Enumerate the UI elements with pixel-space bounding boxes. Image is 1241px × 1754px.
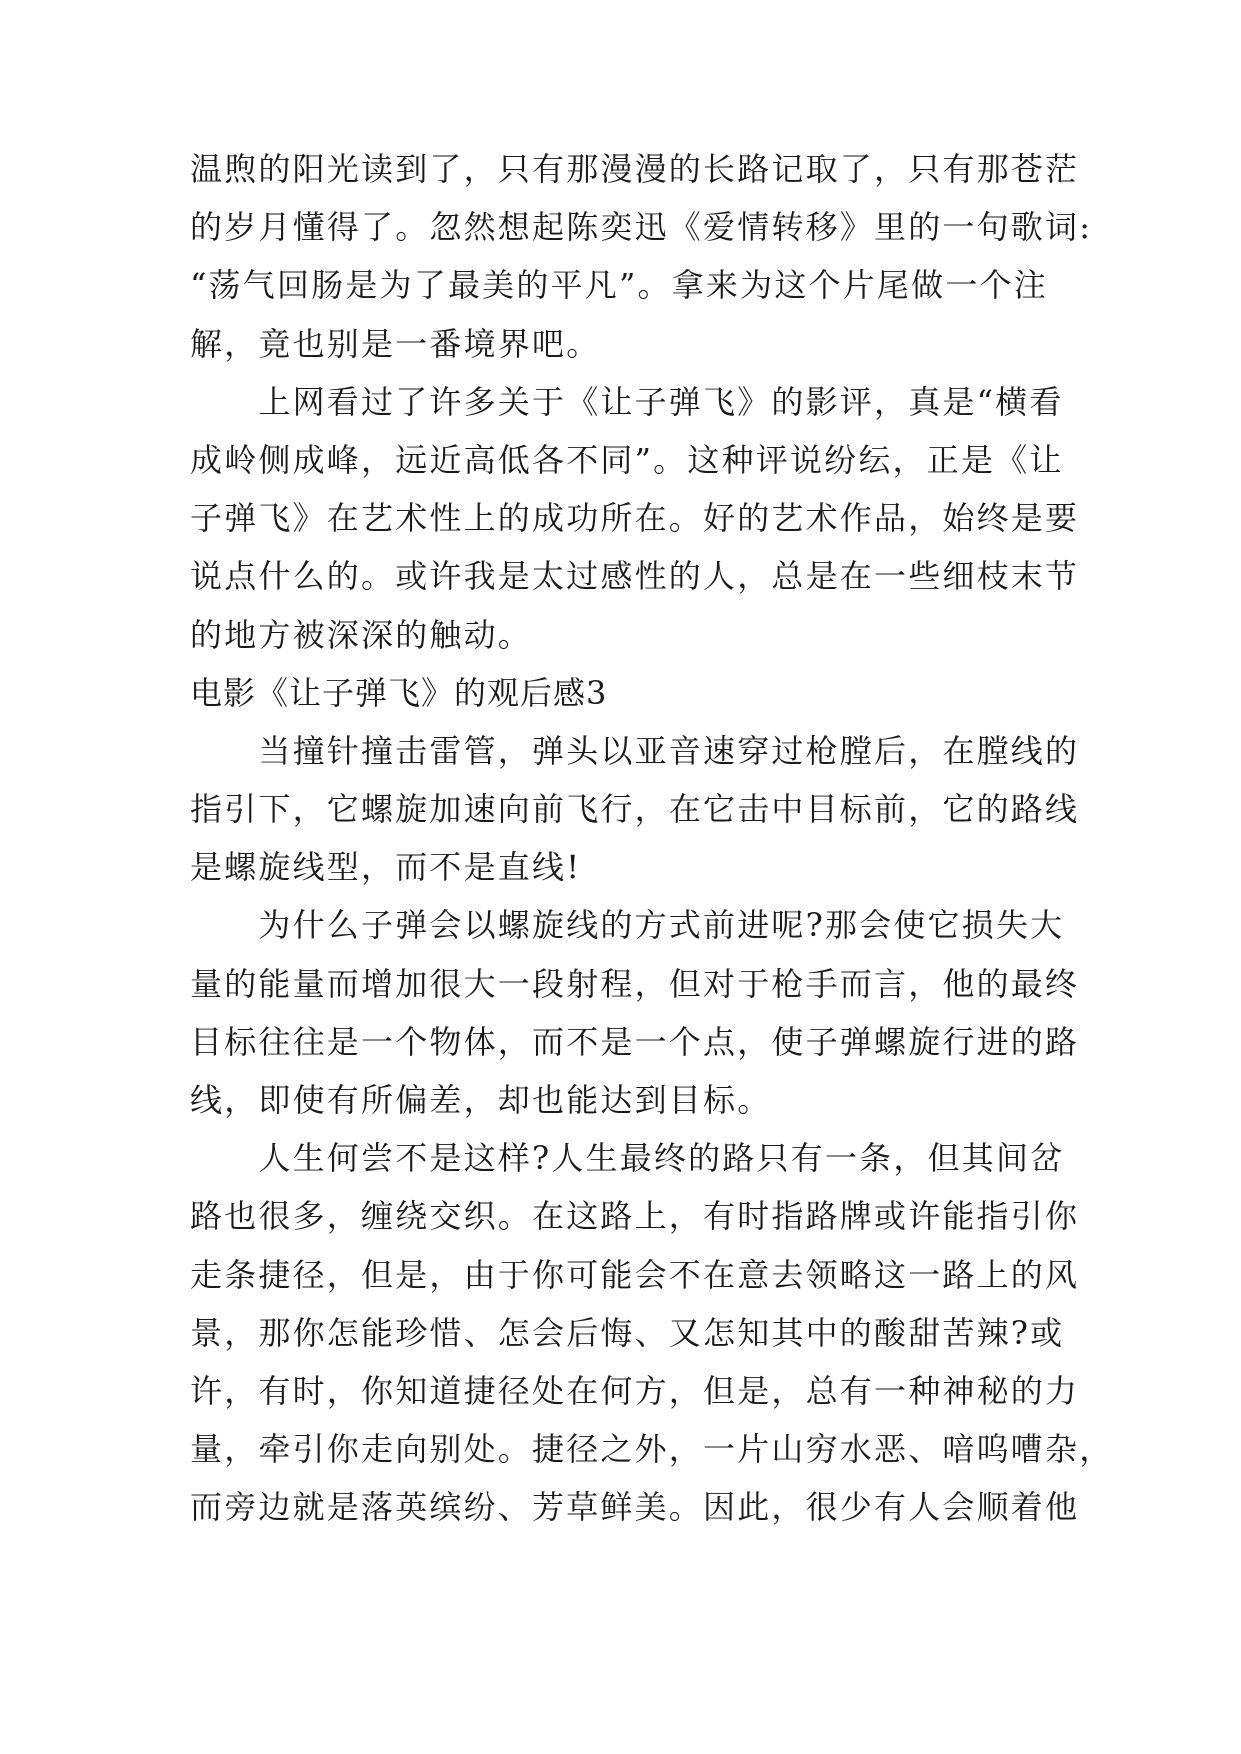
- text-line: 人生何尝不是这样?人生最终的路只有一条，但其间岔: [190, 1139, 1065, 1178]
- text-line: 成岭侧成峰，远近高低各不同”。这种评说纷纭，正是《让: [190, 440, 1064, 479]
- text-line: 说点什么的。或许我是太过感性的人，总是在一些细枝末节: [190, 557, 1080, 596]
- text-line: 是螺旋线型，而不是直线!: [190, 848, 582, 887]
- text-line: 量的能量而增加很大一段射程，但对于枪手而言，他的最终: [190, 964, 1080, 1003]
- section-heading: 电影《让子弹飞》的观后感3: [190, 673, 608, 712]
- text-line: 景，那你怎能珍惜、怎会后悔、又怎知其中的酸甜苦辣?或: [190, 1313, 1065, 1352]
- text-line: 许，有时，你知道捷径处在何方，但是，总有一种神秘的力: [190, 1371, 1080, 1410]
- text-line: 子弹飞》在艺术性上的成功所在。好的艺术作品，始终是要: [190, 499, 1080, 538]
- text-line: 为什么子弹会以螺旋线的方式前进呢?那会使它损失大: [190, 906, 1065, 945]
- text-line: 的岁月懂得了。忽然想起陈奕迅《爱情转移》里的一句歌词:: [190, 208, 1093, 247]
- text-line: 上网看过了许多关于《让子弹飞》的影评，真是“横看: [190, 382, 1064, 421]
- text-line: 指引下，它螺旋加速向前飞行，在它击中目标前，它的路线: [190, 790, 1080, 829]
- text-line: 量，牵引你走向别处。捷径之外，一片山穷水恶、喑呜嘈杂，: [190, 1430, 1114, 1469]
- text-line: 走条捷径，但是，由于你可能会不在意去领略这一路上的风: [190, 1255, 1080, 1294]
- text-line: 目标往往是一个物体，而不是一个点，使子弹螺旋行进的路: [190, 1022, 1080, 1061]
- text-line: 路也很多，缠绕交织。在这路上，有时指路牌或许能指引你: [190, 1197, 1080, 1236]
- text-line: 温煦的阳光读到了，只有那漫漫的长路记取了，只有那苍茫: [190, 150, 1080, 188]
- text-line: 而旁边就是落英缤纷、芳草鲜美。因此，很少有人会顺着他: [190, 1488, 1080, 1527]
- text-line: 的地方被深深的触动。: [190, 615, 533, 654]
- text-line: “荡气回肠是为了最美的平凡”。拿来为这个片尾做一个注: [190, 266, 1048, 305]
- text-line: 当撞针撞击雷管，弹头以亚音速穿过枪膛后，在膛线的: [190, 731, 1080, 770]
- text-line: 解，竟也别是一番境界吧。: [190, 324, 601, 363]
- text-line: 线，即使有所偏差，却也能达到目标。: [190, 1081, 772, 1119]
- document-page: [190, 140, 1114, 1537]
